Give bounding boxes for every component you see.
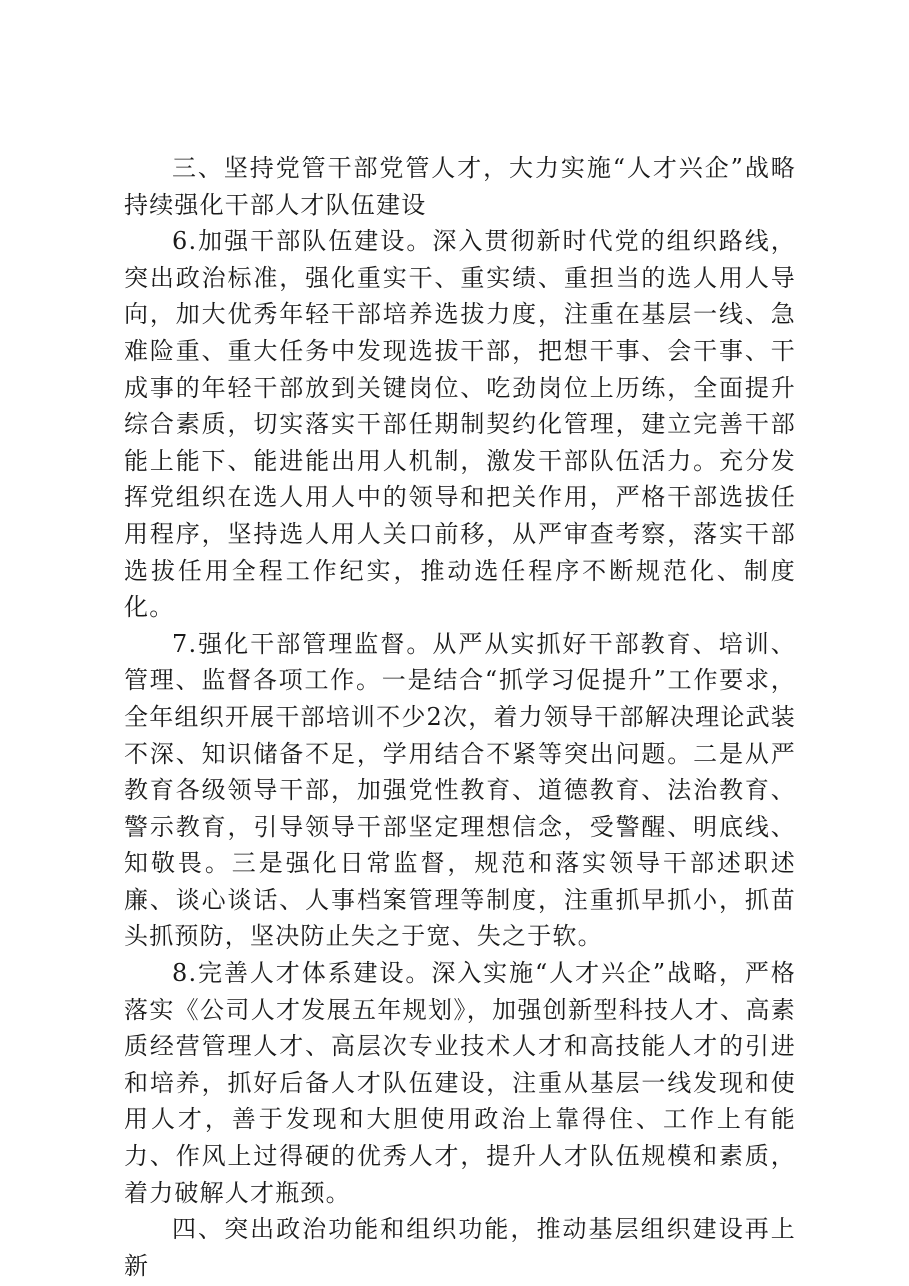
section-heading-three: 三、坚持党管干部党管人才，大力实施“人才兴企”战略持续强化干部人才队伍建设 — [124, 154, 796, 219]
paragraph-item-8: 8.完善人才体系建设。深入实施“人才兴企”战略，严格落实《公司人才发展五年规划》，加强创新型科技人才、高素质经营管理人才、高层次专业技术人才和高技能人才的引进和培养，抓好后备人才队伍建设，注重从基层一线发现和使用人才，善于发现和大胆使用政治上靠得住、工作上有能力、作风上过得硬的优秀人才，提升人才队伍规模和素质，着力破解人才瓶颈。 — [124, 959, 796, 1207]
paragraph-item-6: 6.加强干部队伍建设。深入贯彻新时代党的组织路线，突出政治标准，强化重实干、重实绩、重担当的选人用人导向，加大优秀年轻干部培养选拔力度，注重在基层一线、急难险重、重大任务中发现选拔干部，把想干事、会干事、干成事的年轻干部放到关键岗位、吃劲岗位上历练，全面提升综合素质，切实落实干部任期制契约化管理，建立完善干部能上能下、能进能出用人机制，激发干部队伍活力。充分发挥党组织在选人用人中的领导和把关作用，严格干部选拔任用程序，坚持选人用人关口前移，从严审查考察，落实干部选拔任用全程工作纪实，推动选任程序不断规范化、制度化。 — [124, 227, 796, 622]
document-body — [124, 150, 796, 1284]
paragraph-item-7: 7.强化干部管理监督。从严从实抓好干部教育、培训、管理、监督各项工作。一是结合“抓学习促提升”工作要求，全年组织开展干部培训不少2次，着力领导干部解决理论武装不深、知识储备不足，学用结合不紧等突出问题。二是从严教育各级领导干部，加强党性教育、道德教育、法治教育、警示教育，引导领导干部坚定理想信念，受警醒、明底线、知敬畏。三是强化日常监督，规范和落实领导干部述职述廉、谈心谈话、人事档案管理等制度，注重抓早抓小，抓苗头抓预防，坚决防止失之于宽、失之于软。 — [124, 629, 796, 951]
section-heading-four: 四、突出政治功能和组织功能，推动基层组织建设再上新 — [124, 1215, 796, 1280]
